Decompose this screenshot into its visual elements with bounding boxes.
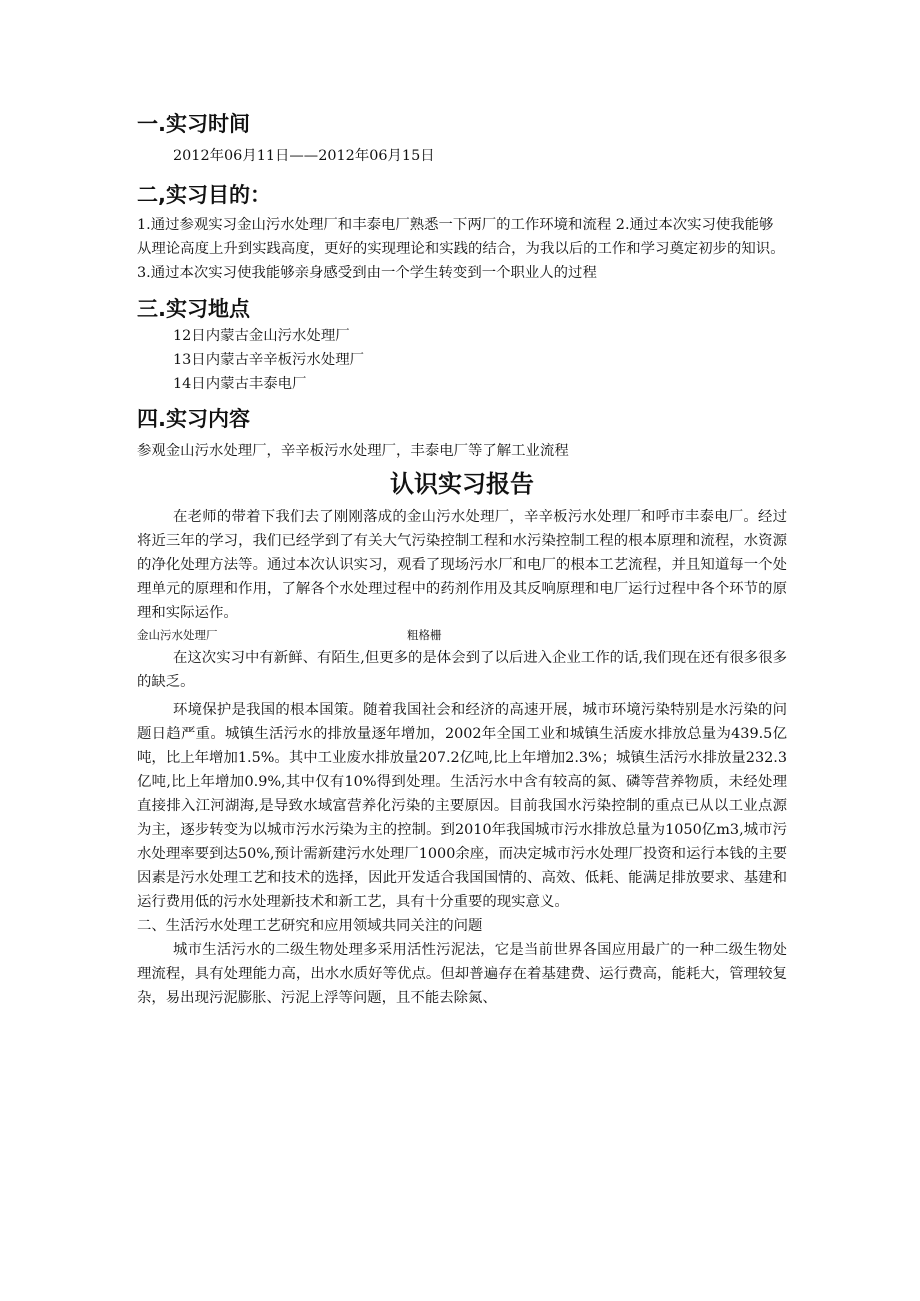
report-paragraph-4: 城市生活污水的二级生物处理多采用活性污泥法，它是当前世界各国应用最广的一种二级生物处理流程，具有处理能力高，出水水质好等优点。但却普遍存在着基建费、运行费高，能耗大，管理较复杂，易出现污泥膨胀、污泥上浮等问题，且不能去除氮、	[137, 942, 787, 1006]
section-content-heading: 四.实习内容	[137, 407, 250, 431]
section-time-heading: 一.实习时间	[137, 112, 250, 136]
report-paragraph-1: 在老师的带着下我们去了刚刚落成的金山污水处理厂，辛辛板污水处理厂和呼市丰泰电厂。经过将近三年的学习，我们已经学到了有关大气污染控制工程和水污染控制工程的根本原理和流程，水资源的净化处理方法等。通过本次认识实习，观看了现场污水厂和电厂的根本工艺流程，并且知道每一个处理单元的原理和作用，了解各个水处理过程中的药剂作用及其反响原理和电厂运行过程中各个环节的原理和实际运作。	[137, 509, 787, 621]
caption-left: 金山污水处理厂	[137, 628, 218, 642]
report-title: 认识实习报告	[390, 469, 534, 498]
section-location-heading: 三.实习地点	[137, 297, 250, 321]
location-item-1: 12日内蒙古金山污水处理厂	[173, 328, 350, 344]
purpose-item-1: 1.通过参观实习金山污水处理厂和丰泰电厂熟悉一下两厂的工作环境和流程 2.通过本次实习使我能够从理论高度上升到实践高度，更好的实现理论和实践的结合，为我以后的工作和学习奠定初步的知识。	[137, 217, 785, 257]
location-item-3: 14日内蒙古丰泰电厂	[173, 376, 307, 392]
section-content-body: 参观金山污水处理厂，辛辛板污水处理厂，丰泰电厂等了解工业流程	[137, 443, 569, 459]
purpose-item-2: 3.通过本次实习使我能够亲身感受到由一个学生转变到一个职业人的过程	[137, 265, 597, 281]
report-subheading: 二、生活污水处理工艺研究和应用领域共同关注的问题	[137, 918, 483, 934]
figure-captions	[137, 626, 787, 644]
caption-right: 粗格栅	[407, 628, 442, 642]
report-paragraph-3: 环境保护是我国的根本国策。随着我国社会和经济的高速开展，城市环境污染特别是水污染的问题日趋严重。城镇生活污水的排放量逐年增加，2002年全国工业和城镇生活废水排放总量为439.5亿吨，比上年增加1.5%。其中工业废水排放量207.2亿吨,比上年增加2.3%；城镇生活污水排放量232.3亿吨,比上年增加0.9%,其中仅有10%得到处理。生活污水中含有较高的氮、磷等营养物质，未经处理直接排入江河湖海,是导致水域富营养化污染的主要原因。目前我国水污染控制的重点已从以工业点源为主，逐步转变为以城市污水污染为主的控制。到2010年我国城市污水排放总量为1050亿m3,城市污水处理率要到达50%,预计需新建污水处理厂1000余座，而决定城市污水处理厂投资和运行本钱的主要因素是污水处理工艺和技术的选择，因此开发适合我国国情的、高效、低耗、能满足排放要求、基建和运行费用低的污水处理新技术和新工艺，具有十分重要的现实意义。	[137, 702, 787, 910]
document-page	[137, 110, 787, 1010]
report-paragraph-2: 在这次实习中有新鲜、有陌生,但更多的是体会到了以后进入企业工作的话,我们现在还有很多很多的缺乏。	[137, 650, 787, 690]
section-time-body: 2012年06月11日——2012年06月15日	[173, 148, 435, 164]
location-item-2: 13日内蒙古辛辛板污水处理厂	[173, 352, 364, 368]
section-purpose-heading: 二,实习目的：	[137, 183, 271, 207]
